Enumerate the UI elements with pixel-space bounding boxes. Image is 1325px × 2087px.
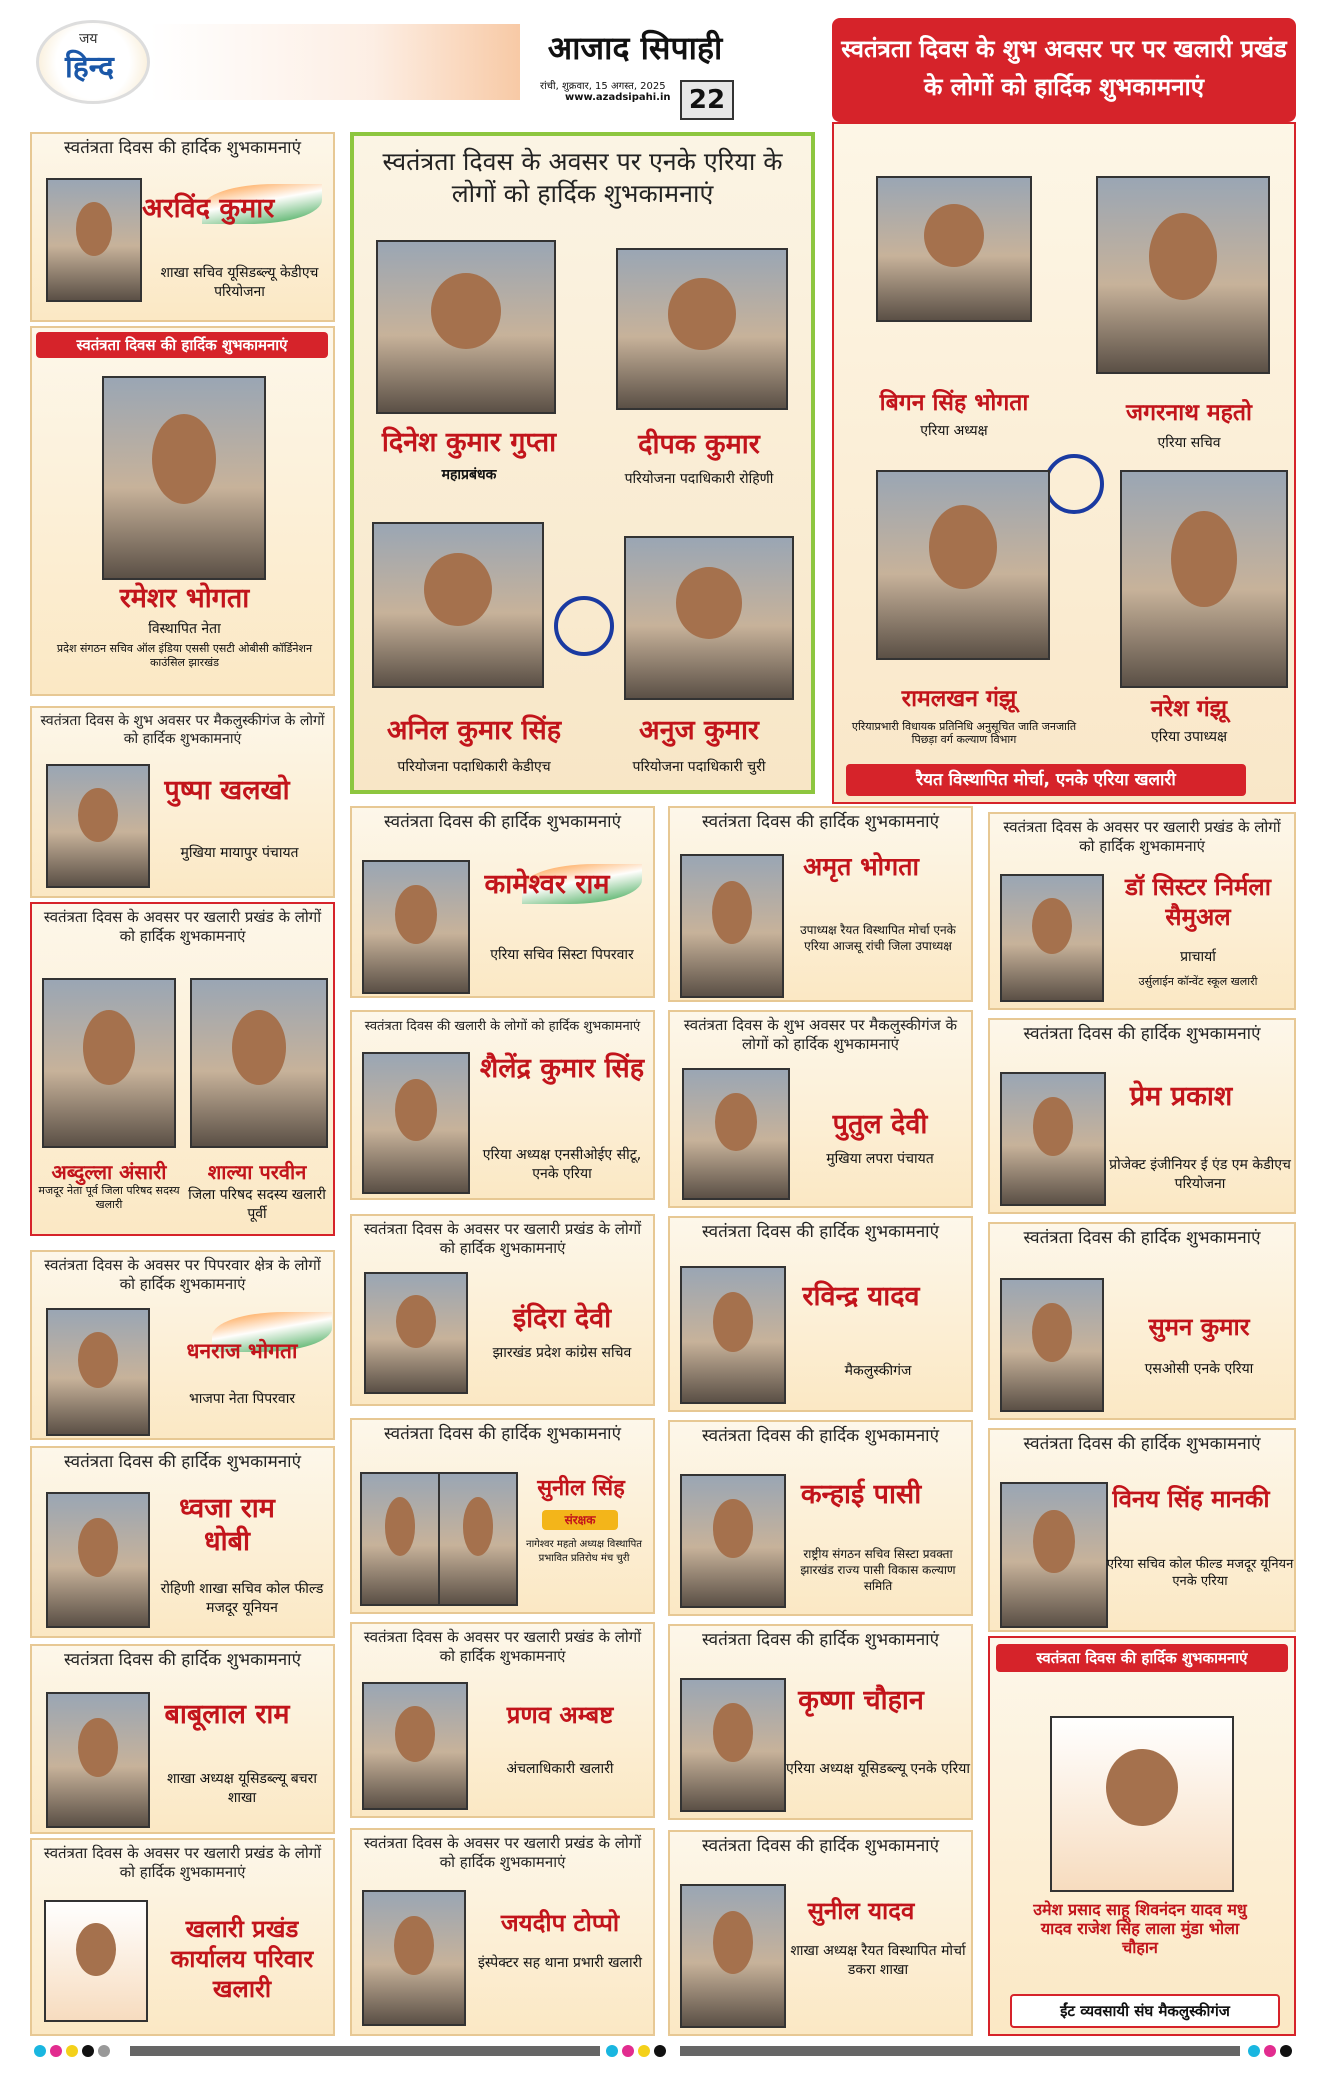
person-name: अमृत भोगता xyxy=(803,852,919,881)
logo-top-text: जय xyxy=(79,31,98,47)
greeting-card xyxy=(350,1828,655,2036)
person-name: जगरनाथ महतो xyxy=(1126,399,1252,426)
greeting-card xyxy=(350,1214,655,1406)
greeting-card xyxy=(30,132,335,322)
card-title: स्वतंत्रता दिवस के शुभ अवसर पर मैकलुस्कीगंज के लोगों को हार्दिक शुभकामनाएं xyxy=(683,1016,958,1053)
greeting-card xyxy=(30,1644,335,1834)
person-name: नरेश गंझू xyxy=(1150,695,1228,722)
card-title: स्वतंत्रता दिवस की खलारी के लोगों को हार्दिक शुभकामनाएं xyxy=(364,1019,641,1034)
person-name: शाल्या परवीन xyxy=(207,1160,307,1184)
card-title: स्वतंत्रता दिवस के अवसर पर खलारी प्रखंड के लोगों को हार्दिक शुभकामनाएं xyxy=(43,908,322,945)
page-number: 22 xyxy=(680,80,734,120)
person-desc: नागेश्वर महतो अध्यक्ष विस्थापित प्रभावित प्रतिरोध मंच चुरी xyxy=(526,1539,642,1564)
greeting-card xyxy=(668,1216,973,1412)
registration-mark xyxy=(98,2045,110,2057)
photo xyxy=(1000,1278,1104,1412)
greeting-card xyxy=(988,1222,1296,1420)
card-title: स्वतंत्रता दिवस के अवसर पर खलारी प्रखंड के लोगों को हार्दिक शुभकामनाएं xyxy=(363,1834,642,1871)
photo xyxy=(1096,176,1270,374)
card-title: स्वतंत्रता दिवस की हार्दिक शुभकामनाएं xyxy=(36,332,328,358)
greeting-card xyxy=(350,1622,655,1818)
card-title: स्वतंत्रता दिवस की हार्दिक शुभकामनाएं xyxy=(702,1222,939,1242)
registration-mark xyxy=(622,2045,634,2057)
tricolor-stripe xyxy=(150,24,520,100)
photo xyxy=(624,536,794,700)
person-desc: रोहिणी शाखा सचिव कोल फील्ड मजदूर यूनियन xyxy=(160,1581,324,1616)
registration-bar xyxy=(130,2046,600,2056)
photo xyxy=(1000,874,1104,1002)
photo xyxy=(680,854,784,998)
person-name: दीपक कुमार xyxy=(638,429,760,460)
logo-main-text: हिन्द xyxy=(65,50,114,85)
person-name: अरविंद कुमार xyxy=(142,193,275,224)
registration-mark xyxy=(606,2045,618,2057)
photo xyxy=(1120,470,1288,688)
person-name: अनिल कुमार सिंह xyxy=(386,715,562,746)
person-name: धनराज भोगता xyxy=(186,1338,298,1363)
person-desc: झारखंड प्रदेश कांग्रेस सचिव xyxy=(492,1345,632,1361)
photo xyxy=(876,176,1032,322)
greeting-card xyxy=(30,326,335,696)
registration-mark xyxy=(50,2045,62,2057)
greeting-card xyxy=(30,902,335,1236)
greeting-card xyxy=(30,1838,335,2036)
greeting-card xyxy=(350,806,655,998)
card-title: स्वतंत्रता दिवस की हार्दिक शुभकामनाएं xyxy=(64,138,301,158)
member-names: उमेश प्रसाद साहू शिवनंदन यादव मधु यादव राजेश सिंह लाला मुंडा भोला चौहान xyxy=(1033,1900,1247,1957)
registration-mark xyxy=(82,2045,94,2057)
registration-bar xyxy=(680,2046,1240,2056)
person-desc: एरिया अध्यक्ष यूसिडब्ल्यू एनके एरिया xyxy=(786,1761,970,1777)
card-title: स्वतंत्रता दिवस की हार्दिक शुभकामनाएं xyxy=(702,1836,939,1856)
greeting-card xyxy=(668,1624,973,1820)
person-desc: विस्थापित नेता xyxy=(148,621,221,637)
person-name: शैलेंद्र कुमार सिंह xyxy=(479,1053,645,1084)
greeting-card xyxy=(30,706,335,898)
greeting-card xyxy=(988,1428,1296,1632)
photo xyxy=(1000,1072,1106,1206)
photo xyxy=(680,1884,786,2028)
person-desc: मुखिया लपरा पंचायत xyxy=(826,1151,934,1167)
person-desc: एरियाप्रभारी विधायक प्रतिनिधि अनुसूचित जाति जनजाति पिछड़ा वर्ग कल्याण विभाग xyxy=(851,720,1077,746)
photo xyxy=(372,522,544,688)
right-box xyxy=(832,122,1296,804)
photo xyxy=(46,1692,150,1828)
photo xyxy=(680,1678,786,1812)
photo xyxy=(616,248,788,410)
card-title: स्वतंत्रता दिवस की हार्दिक शुभकामनाएं xyxy=(64,1452,301,1472)
photo xyxy=(42,978,176,1148)
person-desc: प्रोजेक्ट इंजीनियर ई एंड एम केडीएच परियोजना xyxy=(1109,1157,1291,1192)
photo xyxy=(680,1266,786,1404)
card-title: स्वतंत्रता दिवस के अवसर पर खलारी प्रखंड के लोगों को हार्दिक शुभकामनाएं xyxy=(1003,818,1281,855)
registration-mark xyxy=(34,2045,46,2057)
greeting-card xyxy=(668,806,973,1002)
person-desc: शाखा सचिव यूसिडब्ल्यू केडीएच परियोजना xyxy=(160,265,319,300)
registration-mark xyxy=(1280,2045,1292,2057)
person-name: रविन्द्र यादव xyxy=(802,1281,920,1312)
newspaper-name: आजाद सिपाही xyxy=(547,29,723,67)
person-desc: एरिया सचिव सिस्टा पिपरवार xyxy=(490,947,634,963)
person-desc: एरिया अध्यक्ष xyxy=(920,423,988,439)
person-desc: मैकलुस्कीगंज xyxy=(844,1363,912,1379)
person-desc: भाजपा नेता पिपरवार xyxy=(188,1391,296,1407)
tricolor-emblem xyxy=(1050,1716,1234,1892)
person-name: अब्दुल्ला अंसारी xyxy=(51,1160,167,1184)
ashoka-chakra-icon xyxy=(554,596,614,656)
greeting-card xyxy=(30,1446,335,1638)
person-desc: प्राचार्या xyxy=(1180,949,1216,965)
person-desc-secondary: उर्सुलाईन कॉन्वेंट स्कूल खलारी xyxy=(1138,975,1258,988)
person-name: पुतुल देवी xyxy=(832,1109,928,1140)
person-desc: शाखा अध्यक्ष रैयत विस्थापित मोर्चा डकरा शाखा xyxy=(790,1943,966,1978)
greeting-card xyxy=(988,812,1296,1010)
person-name: डॉ सिस्टर निर्मला सैमुअल xyxy=(1125,872,1271,931)
card-title: स्वतंत्रता दिवस की हार्दिक शुभकामनाएं xyxy=(1023,1228,1261,1248)
card-title: स्वतंत्रता दिवस के अवसर पर खलारी प्रखंड के लोगों को हार्दिक शुभकामनाएं xyxy=(363,1220,642,1257)
photo xyxy=(1000,1482,1108,1628)
card-title: स्वतंत्रता दिवस के शुभ अवसर पर मैकलुस्कीगंज के लोगों को हार्दिक शुभकामनाएं xyxy=(40,713,325,747)
photo xyxy=(876,470,1050,660)
person-desc: अंचलाधिकारी खलारी xyxy=(506,1761,614,1777)
card-title: स्वतंत्रता दिवस के अवसर पर खलारी प्रखंड के लोगों को हार्दिक शुभकामनाएं xyxy=(43,1844,322,1881)
photo xyxy=(376,240,556,414)
photo xyxy=(682,1068,790,1200)
photo xyxy=(362,1052,470,1194)
center-box-title: स्वतंत्रता दिवस के अवसर पर एनके एरिया के लोगों को हार्दिक शुभकामनाएं xyxy=(382,147,783,208)
person-desc: एरिया सचिव xyxy=(1157,435,1221,451)
person-desc: मुखिया मायापुर पंचायत xyxy=(180,845,299,861)
dateline: रांची, शुक्रवार, 15 अगस्त, 2025 xyxy=(540,81,666,92)
greeting-card xyxy=(988,1018,1296,1214)
person-name: कामेश्वर राम xyxy=(484,869,610,900)
person-name: पुष्पा खलखो xyxy=(164,775,290,806)
registration-mark xyxy=(638,2045,650,2057)
person-name: रामलखन गंझू xyxy=(901,685,1017,712)
person-name: ध्वजा राम धोबी xyxy=(179,1493,275,1557)
photo xyxy=(362,1682,468,1810)
center-box xyxy=(350,132,815,794)
photo xyxy=(46,178,142,302)
card-title: स्वतंत्रता दिवस की हार्दिक शुभकामनाएं xyxy=(384,812,621,832)
person-name: बाबूलाल राम xyxy=(164,1699,290,1730)
right-box-footer: रैयत विस्थापित मोर्चा, एनके एरिया खलारी xyxy=(846,764,1246,796)
person-name: विनय सिंह मानकी xyxy=(1112,1484,1270,1513)
person-desc-secondary: प्रदेश संगठन सचिव ऑल इंडिया एससी एसटी ओबीसी कॉर्डिनेशन काउंसिल झारखंड xyxy=(56,642,313,669)
greeting-card xyxy=(350,1418,655,1614)
person-name: कन्हाई पासी xyxy=(800,1479,922,1510)
card-title: स्वतंत्रता दिवस की हार्दिक शुभकामनाएं xyxy=(1023,1024,1261,1044)
greeting-card xyxy=(668,1830,973,2036)
person-desc: परियोजना पदाधिकारी रोहिणी xyxy=(624,471,774,487)
person-name: दिनेश कुमार गुप्ता xyxy=(381,427,557,458)
photo xyxy=(102,376,266,580)
person-name: प्रेम प्रकाश xyxy=(1129,1081,1233,1112)
card-title: स्वतंत्रता दिवस के अवसर पर पिपरवार क्षेत्र के लोगों को हार्दिक शुभकामनाएं xyxy=(44,1256,321,1293)
person-name: सुनील सिंह xyxy=(537,1475,625,1501)
person-name: प्रणव अम्बष्ट xyxy=(506,1700,614,1729)
greeting-card xyxy=(350,1010,655,1200)
card-title: स्वतंत्रता दिवस की हार्दिक शुभकामनाएं xyxy=(64,1650,301,1670)
card-title: स्वतंत्रता दिवस की हार्दिक शुभकामनाएं xyxy=(1023,1434,1261,1454)
person-desc: परियोजना पदाधिकारी केडीएच xyxy=(397,759,551,775)
person-name: अनुज कुमार xyxy=(639,715,759,746)
website: www.azadsipahi.in xyxy=(565,92,671,103)
card-title: स्वतंत्रता दिवस के अवसर पर खलारी प्रखंड के लोगों को हार्दिक शुभकामनाएं xyxy=(363,1628,642,1665)
person-name: कृष्णा चौहान xyxy=(798,1685,924,1716)
tricolor-emblem xyxy=(44,1900,148,2022)
greeting-card xyxy=(668,1420,973,1616)
greeting-card xyxy=(30,1250,335,1440)
person-desc: परियोजना पदाधिकारी चुरी xyxy=(632,759,766,775)
photo xyxy=(360,1472,440,1606)
person-desc: शाखा अध्यक्ष यूसिडब्ल्यू बचरा शाखा xyxy=(166,1771,317,1806)
registration-mark xyxy=(1264,2045,1276,2057)
person-name: खलारी प्रखंड कार्यालय परिवार खलारी xyxy=(170,1914,314,2003)
photo xyxy=(364,1272,468,1394)
person-desc: इंस्पेक्टर सह थाना प्रभारी खलारी xyxy=(477,1955,643,1971)
registration-mark xyxy=(66,2045,78,2057)
card-title: स्वतंत्रता दिवस की हार्दिक शुभकामनाएं xyxy=(702,1630,939,1650)
card-footer: ईंट व्यवसायी संघ मैकलुस्कीगंज xyxy=(1010,1994,1280,2028)
person-desc: राष्ट्रीय संगठन सचिव सिस्टा प्रवक्ता झारखंड राज्य पासी विकास कल्याण समिति xyxy=(800,1547,956,1593)
photo xyxy=(46,1308,150,1436)
card-title: स्वतंत्रता दिवस की हार्दिक शुभकामनाएं xyxy=(702,812,939,832)
card-title: स्वतंत्रता दिवस की हार्दिक शुभकामनाएं xyxy=(996,1644,1288,1672)
person-name: जयदीप टोप्पो xyxy=(500,1908,620,1937)
registration-mark xyxy=(654,2045,666,2057)
photo xyxy=(190,978,328,1148)
photo xyxy=(438,1472,518,1606)
ashoka-chakra-icon xyxy=(1044,454,1104,514)
person-desc: मजदूर नेता पूर्व जिला परिषद सदस्य खलारी xyxy=(38,1184,180,1211)
person-name: सुमन कुमार xyxy=(1148,1312,1250,1341)
greeting-card xyxy=(988,1636,1296,2036)
jai-hind-logo xyxy=(36,20,150,104)
person-desc: एरिया अध्यक्ष एनसीओईए सीटू, एनके एरिया xyxy=(482,1147,642,1182)
card-title: स्वतंत्रता दिवस की हार्दिक शुभकामनाएं xyxy=(384,1424,621,1444)
photo xyxy=(362,1890,466,2026)
person-name: रमेशर भोगता xyxy=(119,583,250,614)
photo xyxy=(46,764,150,888)
person-desc: उपाध्यक्ष रैयत विस्थापित मोर्चा एनके एरिया आजसू रांची जिला उपाध्यक्ष xyxy=(800,923,956,953)
card-title: स्वतंत्रता दिवस की हार्दिक शुभकामनाएं xyxy=(702,1426,939,1446)
photo xyxy=(46,1492,150,1628)
person-name: इंदिरा देवी xyxy=(512,1303,612,1334)
person-desc: एसओसी एनके एरिया xyxy=(1144,1361,1254,1377)
person-desc: जिला परिषद सदस्य खलारी पूर्वी xyxy=(188,1187,326,1222)
person-desc: महाप्रबंधक xyxy=(441,467,497,483)
person-desc: एरिया उपाध्यक्ष xyxy=(1151,729,1227,745)
greeting-card xyxy=(668,1010,973,1208)
registration-mark xyxy=(1248,2045,1260,2057)
person-name: सुनील यादव xyxy=(807,1896,915,1925)
person-name: बिगन सिंह भोगता xyxy=(879,389,1029,416)
person-desc: एरिया सचिव कोल फील्ड मजदूर यूनियन एनके एरिया xyxy=(1106,1557,1294,1589)
top-banner: स्वतंत्रता दिवस के शुभ अवसर पर पर खलारी प्रखंड के लोगों को हार्दिक शुभकामनाएं xyxy=(832,18,1296,122)
photo xyxy=(680,1474,786,1608)
role-tag: संरक्षक xyxy=(542,1510,618,1530)
photo xyxy=(362,860,470,994)
